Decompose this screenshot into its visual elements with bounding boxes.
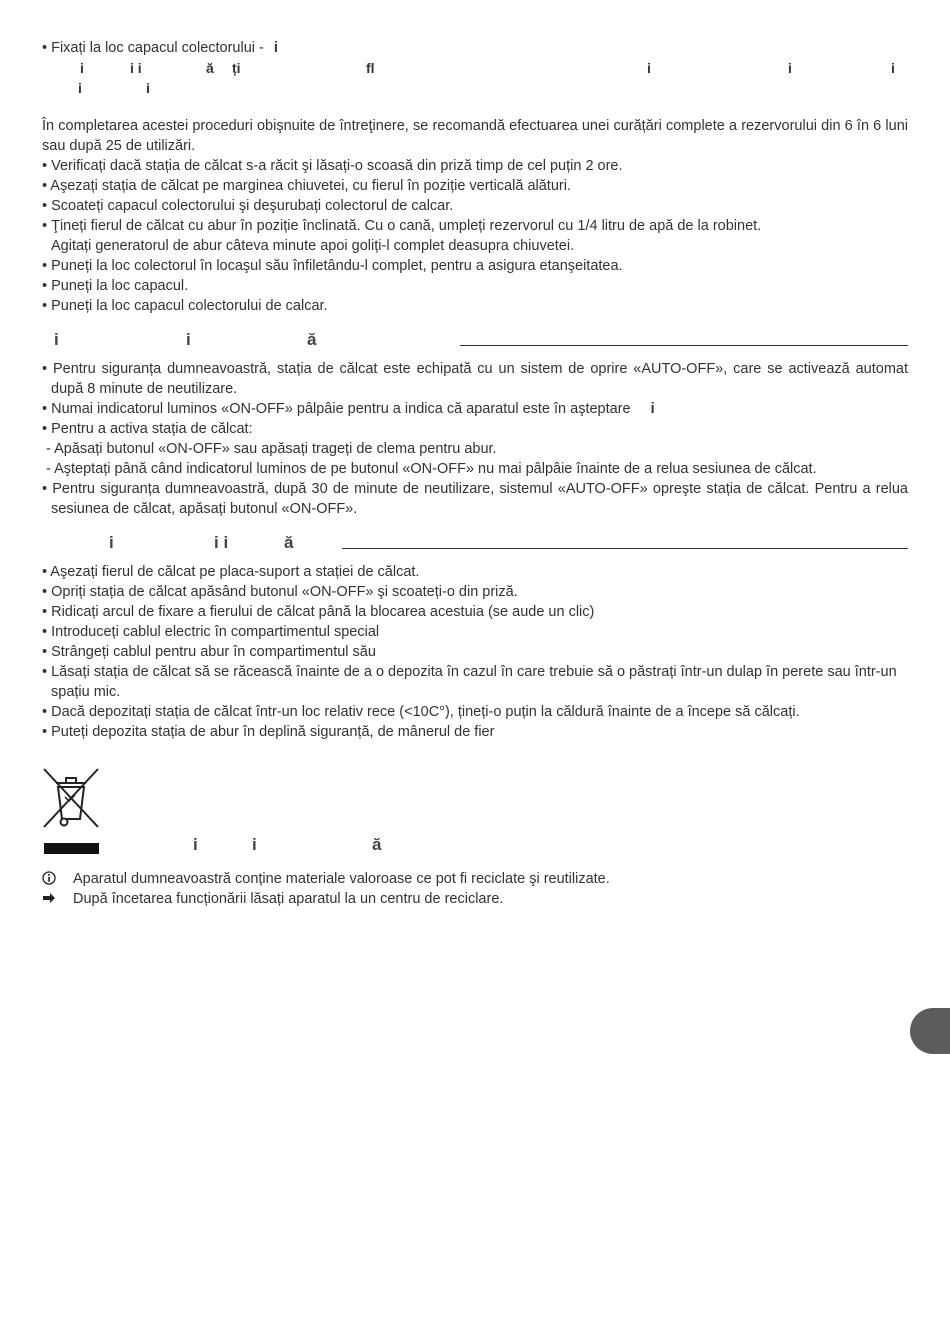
maintenance-step: • Aşezați stația de călcat pe marginea chiuvetei, cu fierul în poziție verticală alături. xyxy=(42,178,571,194)
heading-rule xyxy=(460,345,908,346)
info-circle-icon xyxy=(42,868,73,888)
storage-item: • Dacă depozitați stația de călcat într-un loc relativ rece (<10C°), țineți-o puțin la căldură înainte de a începe să călcați. xyxy=(42,704,800,720)
page-tab xyxy=(910,1008,950,1054)
hand-pointer-icon xyxy=(42,888,73,908)
crossed-out-wheelie-bin-icon xyxy=(42,767,100,829)
environment-text: Aparatul dumneavoastră conține materiale valoroase ce pot fi reciclate şi reutilizate. xyxy=(73,871,610,887)
heading-fragment: i xyxy=(193,835,198,854)
maintenance-step: • Scoateți capacul colectorului şi deşurubați colectorul de calcar. xyxy=(42,198,454,214)
fragment: i xyxy=(891,60,895,76)
auto-off-subitem: - Apăsați butonul «ON-OFF» sau apăsați trageți de clema pentru abur. xyxy=(42,441,497,457)
maintenance-step: • Verificați dacă stația de călcat s-a răcit şi lăsați-o scoasă din priză timp de cel puțin 2 ore. xyxy=(42,158,623,174)
fragment: ă xyxy=(206,60,214,76)
maintenance-step: • Puneți la loc capacul colectorului de calcar. xyxy=(42,298,328,314)
storage-item: • Lăsați stația de călcat să se răcească înainte de a o depozita în cazul în care trebuie să o păstrați într-un dulap în perete sau într-un spațiu mic. xyxy=(42,664,897,700)
page-content xyxy=(42,38,908,907)
storage-item: • Ridicați arcul de fixare a fierului de călcat până la blocarea acestuia (se aude un clic) xyxy=(42,604,595,620)
fragment: ți xyxy=(232,60,241,76)
heading-fragment: i xyxy=(109,533,114,552)
heading-fragment: ă xyxy=(372,835,382,854)
maintenance-step: • Ţineți fierul de călcat cu abur în poziție înclinată. Cu o cană, umpleți rezervorul cu 1/4 litru de apă de la robinet. xyxy=(42,218,762,234)
heading-fragment: i xyxy=(186,330,191,349)
environment-text: După încetarea funcționării lăsați aparatul la un centru de reciclare. xyxy=(73,891,504,907)
standby-text: • Numai indicatorul luminos «ON-OFF» pâlpâie pentru a indica că aparatul este în aşteptare xyxy=(42,401,631,417)
storage-item: • Strângeți cablul pentru abur în compartimentul său xyxy=(42,644,376,660)
auto-off-item: • Pentru a activa stația de călcat: xyxy=(42,421,253,437)
fragment: i xyxy=(788,60,792,76)
fragment: i i xyxy=(130,60,142,76)
auto-off-item: • Pentru siguranța dumneavoastră, stația de călcat este echipată cu un sistem de oprire «AUTO-OFF», care se activează automat după 8 minute de neutilizare. xyxy=(42,361,908,397)
heading-fragment: i i xyxy=(214,533,229,552)
storage-item: • Introduceți cablul electric în compartimentul special xyxy=(42,624,380,640)
maintenance-step: • Puneți la loc capacul. xyxy=(42,278,189,294)
environment-line xyxy=(42,888,503,909)
capac-line xyxy=(42,38,908,58)
capac-tail: i xyxy=(273,40,278,56)
maintenance-intro: În completarea acestei proceduri obişnuite de întreţinere, se recomandă efectuarea unei curățări complete a rezervorului din 6 în 6 luni sau după 25 de utilizări. xyxy=(42,118,908,154)
heading-fragment: i xyxy=(54,330,59,349)
environment-line xyxy=(42,868,610,889)
fragment: fl xyxy=(366,60,375,76)
fragment: i xyxy=(647,60,651,76)
storage-item: • Puteți depozita stația de abur în deplină siguranță, de mânerul de fier xyxy=(42,724,495,740)
auto-off-item: • Pentru siguranța dumneavoastră, după 30 de minute de neutilizare, sistemul «AUTO-OFF» opreşte stația de călcat. Pentru a relua sesiunea de călcat, apăsați butonul «ON-OFF». xyxy=(42,481,908,517)
capac-text: • Fixați la loc capacul colectorului - xyxy=(42,40,264,56)
fragment: i xyxy=(80,60,84,76)
fragment-row-2 xyxy=(42,78,908,98)
storage-item: • Aşezați fierul de călcat pe placa-suport a stației de călcat. xyxy=(42,564,420,580)
storage-item: • Opriți stația de călcat apăsând butonul «ON-OFF» şi scoateți-o din priză. xyxy=(42,584,518,600)
fragment-row-1 xyxy=(42,58,908,78)
auto-off-item xyxy=(42,399,908,419)
fragment: i xyxy=(146,80,150,96)
heading-fragment: i xyxy=(252,835,257,854)
maintenance-step: • Puneți la loc colectorul în locaşul său înfiletându-l complet, pentru a asigura etanşeitatea. xyxy=(42,258,623,274)
auto-off-subitem: - Aşteptați până când indicatorul luminos de pe butonul «ON-OFF» nu mai pâlpâie înainte de a relua sesiunea de călcat. xyxy=(42,461,817,477)
environment-bar xyxy=(44,843,99,854)
heading-fragment: ă xyxy=(284,533,294,552)
heading-rule xyxy=(342,548,908,549)
maintenance-step: Agitați generatorul de abur câteva minute apoi goliți-l complet deasupra chiuvetei. xyxy=(51,238,575,254)
heading-fragment: ă xyxy=(307,330,317,349)
standby-tail: i xyxy=(650,401,655,417)
storage-heading xyxy=(42,533,908,555)
fragment: i xyxy=(78,80,82,96)
auto-off-heading xyxy=(42,330,908,352)
